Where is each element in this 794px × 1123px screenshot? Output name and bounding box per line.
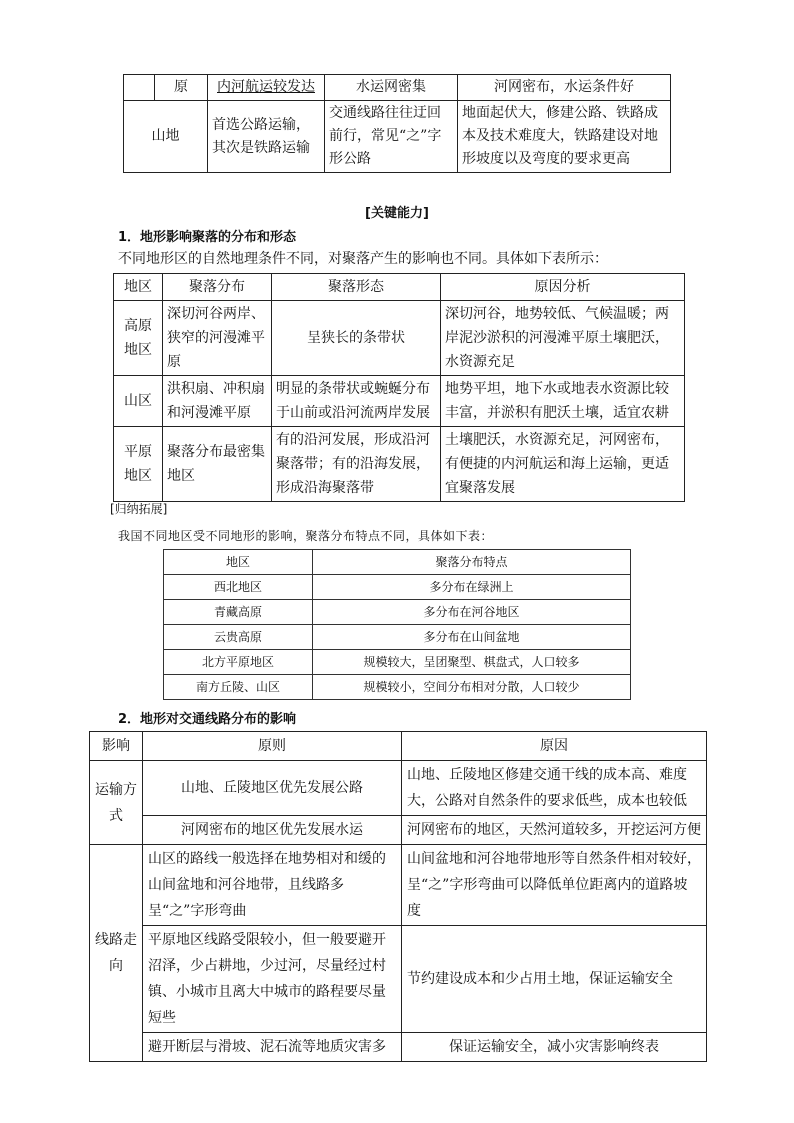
section2-title: 2．地形对交通线路分布的影响 [118, 712, 297, 727]
table-cell: 多分布在绿洲上 [313, 575, 631, 600]
table-row [114, 376, 685, 427]
table-cell: 河网密布的地区，天然河道较多，开挖运河方便 [402, 816, 707, 845]
table-cell: 多分布在河谷地区 [313, 600, 631, 625]
header-cell: 聚落形态 [272, 274, 441, 301]
transport-terrain-table [89, 731, 707, 1062]
expand-note: 我国不同地区受不同地形的影响，聚落分布特点不同，具体如下表： [118, 529, 494, 543]
table-cell: 山地、丘陵地区修建交通干线的成本高、难度大，公路对自然条件的要求低些，成本也较低 [402, 761, 707, 816]
table-cell: 北方平原地区 [164, 650, 313, 675]
table-cell: 山地、丘陵地区优先发展公路 [143, 761, 402, 816]
table-row [164, 625, 631, 650]
key-ability-heading: [关键能力] [365, 206, 429, 221]
table-cell: 平原地区线路受限较小，但一般要避开沼泽，少占耕地，少过河，尽量经过村镇、小城市且离大中城市的路程要尽量短些 [143, 926, 402, 1033]
group-cell: 线路走向 [90, 845, 143, 1062]
table-row [90, 1033, 707, 1062]
table-cell: 多分布在山间盆地 [313, 625, 631, 650]
table-cell: 山地 [124, 101, 208, 173]
header-cell: 原则 [143, 732, 402, 761]
table-row [114, 427, 685, 502]
table-cell: 明显的条带状或蜿蜒分布于山前或沿河流两岸发展 [272, 376, 441, 427]
table-cell: 有的沿河发展，形成沿河聚落带；有的沿海发展，形成沿海聚落带 [272, 427, 441, 502]
table-cell: 土壤肥沃，水资源充足，河网密布，有便捷的内河航运和海上运输，更适宜聚落发展 [441, 427, 685, 502]
header-cell: 原因 [402, 732, 707, 761]
table-cell: 洪积扇、冲积扇和河漫滩平原 [163, 376, 272, 427]
table-cell: 规模较小，空间分布相对分散，人口较少 [313, 675, 631, 700]
table-header-row [164, 550, 631, 575]
expand-label: [归纳拓展] [110, 502, 168, 516]
table-cell: 深切河谷，地势较低、气候温暖；两岸泥沙淤积的河漫滩平原土壤肥沃，水资源充足 [441, 301, 685, 376]
table-cell: 西北地区 [164, 575, 313, 600]
table-row [164, 600, 631, 625]
table-header-row [114, 274, 685, 301]
table-header-row [90, 732, 707, 761]
table-cell: 深切河谷两岸、狭窄的河漫滩平原 [163, 301, 272, 376]
group-cell: 运输方式 [90, 761, 143, 845]
table-cell: 青藏高原 [164, 600, 313, 625]
table-cell: 地势平坦，地下水或地表水资源比较丰富，并淤积有肥沃土壤，适宜农耕 [441, 376, 685, 427]
table-cell [208, 75, 325, 101]
table-cell: 河网密布，水运条件好 [458, 75, 671, 101]
table-cell: 河网密布的地区优先发展水运 [143, 816, 402, 845]
cell-text: 内河航运较发达 [217, 79, 315, 95]
table-cell: 聚落分布最密集地区 [163, 427, 272, 502]
table-cell: 保证运输安全，减小灾害影响终表 [402, 1033, 707, 1062]
table-cell: 山间盆地和河谷地带地形等自然条件相对较好，呈“之”字形弯曲可以降低单位距离内的道路坡度 [402, 845, 707, 926]
table-cell: 水运网密集 [325, 75, 458, 101]
table-row [164, 650, 631, 675]
table-cell: 呈狭长的条带状 [272, 301, 441, 376]
table-cell: 山区的路线一般选择在地势相对和缓的山间盆地和河谷地带，且线路多呈“之”字形弯曲 [143, 845, 402, 926]
table-row [90, 926, 707, 1033]
table-cell: 山区 [114, 376, 163, 427]
table-row [114, 301, 685, 376]
header-cell: 地区 [164, 550, 313, 575]
table-row [164, 675, 631, 700]
table-cell: 高原地区 [114, 301, 163, 376]
header-cell: 地区 [114, 274, 163, 301]
header-cell: 聚落分布特点 [313, 550, 631, 575]
section1-title: 1．地形影响聚落的分布和形态 [118, 230, 297, 245]
header-cell: 聚落分布 [163, 274, 272, 301]
regional-settlement-table [163, 549, 631, 700]
table-row [124, 101, 671, 173]
table-cell: 云贵高原 [164, 625, 313, 650]
table-row [90, 845, 707, 926]
settlement-terrain-table [113, 273, 685, 502]
section1-intro: 不同地形区的自然地理条件不同，对聚落产生的影响也不同。具体如下表所示： [118, 251, 608, 267]
table-cell [124, 75, 155, 101]
header-cell: 原因分析 [441, 274, 685, 301]
header-cell: 影响 [90, 732, 143, 761]
table-cell: 地面起伏大，修建公路、铁路成本及技术难度大，铁路建设对地形坡度以及弯度的要求更高 [458, 101, 671, 173]
table-cell: 平原地区 [114, 427, 163, 502]
table-cell: 首选公路运输，其次是铁路运输 [208, 101, 325, 173]
table-cell: 节约建设成本和少占用土地，保证运输安全 [402, 926, 707, 1033]
table-row [164, 575, 631, 600]
top-continuation-table [123, 74, 671, 173]
table-cell: 避开断层与滑坡、泥石流等地质灾害多 [143, 1033, 402, 1062]
table-row [124, 75, 671, 101]
table-row [90, 761, 707, 816]
table-cell: 规模较大，呈团聚型、棋盘式，人口较多 [313, 650, 631, 675]
table-row [90, 816, 707, 845]
table-cell: 南方丘陵、山区 [164, 675, 313, 700]
table-cell: 原 [155, 75, 208, 101]
table-cell: 交通线路往往迂回前行，常见“之”字形公路 [325, 101, 458, 173]
